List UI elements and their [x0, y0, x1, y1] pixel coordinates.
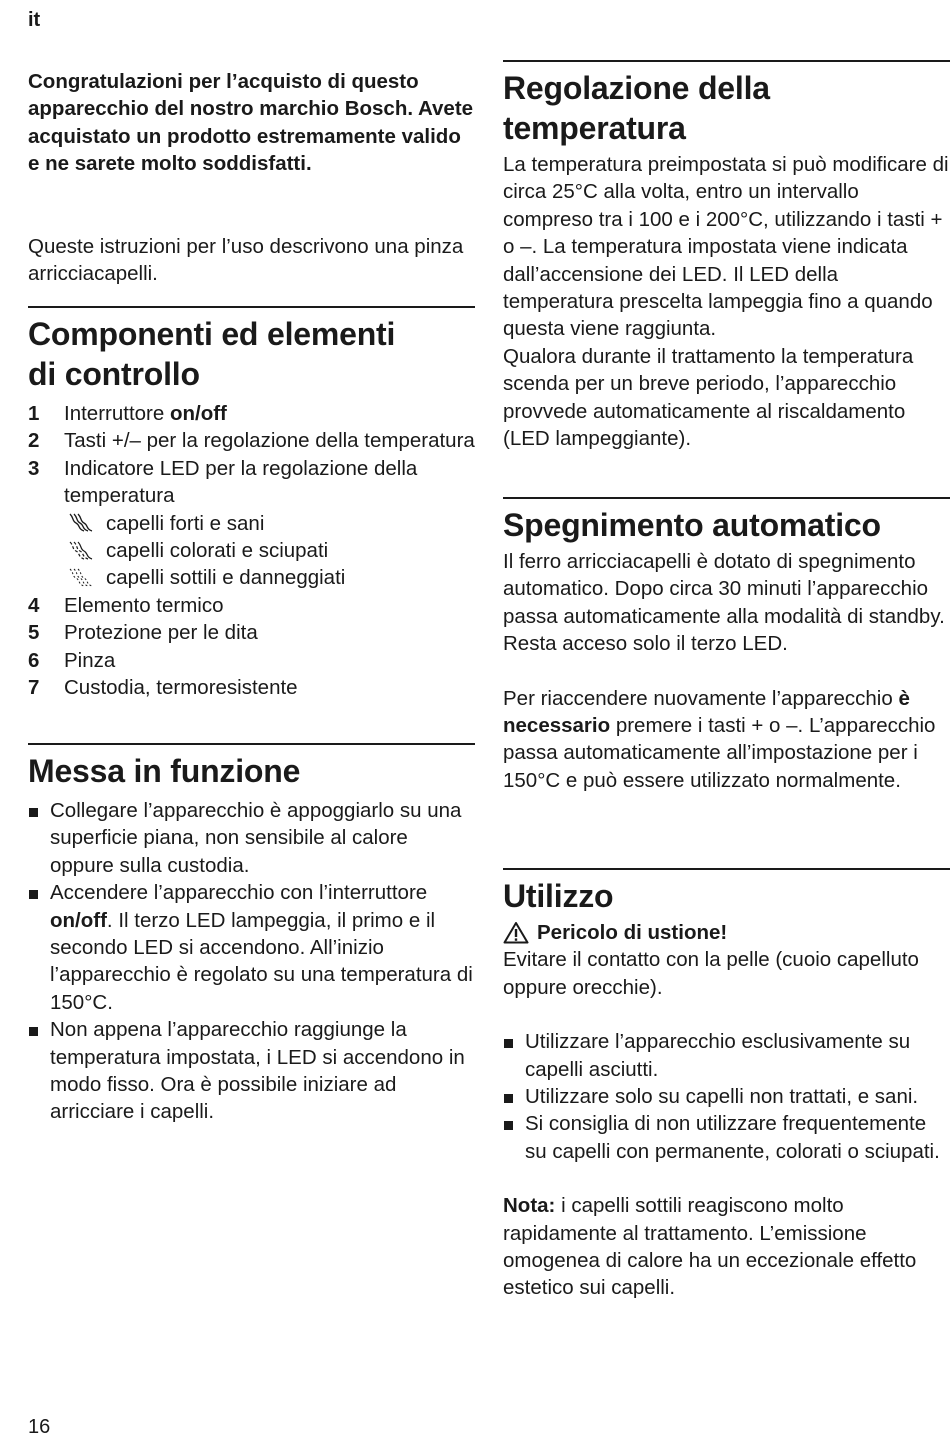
- components-section: [28, 306, 475, 701]
- temperature-title: Regolazione della temperatura: [503, 70, 770, 146]
- list-item: Non appena l’apparecchio raggiunge la temperatura impostata, i LED si accendono in modo fisso. Ora è possibile iniziare ad arricciare i capelli.: [28, 1016, 475, 1126]
- fine-hair-icon: [64, 568, 94, 588]
- list-item: 6 Pinza: [28, 648, 116, 672]
- section-divider: [28, 306, 475, 308]
- language-code: it: [28, 9, 41, 31]
- list-item: 7 Custodia, termoresistente: [28, 676, 298, 700]
- list-item: 5 Protezione per le dita: [28, 621, 258, 645]
- usage-title: Utilizzo: [503, 878, 614, 914]
- usage-section: [503, 868, 950, 1302]
- strong-hair-icon: [64, 513, 94, 533]
- components-list-2: [28, 592, 475, 702]
- section-divider: [503, 60, 950, 62]
- auto-off-text-2: Per riaccendere nuovamente l’apparecchio è necessario premere i tasti + o –. L’apparecchio passa automaticamente all’impostazione per i 150°C e può essere utilizzato normalmente.: [503, 686, 936, 792]
- intro-text: Queste istruzioni per l’uso descrivono una pinza arricciacapelli.: [28, 235, 464, 286]
- startup-title: Messa in funzione: [28, 753, 301, 789]
- auto-off-title: Spegnimento automatico: [503, 507, 881, 543]
- components-title: Componenti ed elementi di controllo: [28, 316, 396, 392]
- colored-hair-icon: [64, 541, 94, 561]
- section-divider: [503, 497, 950, 499]
- list-item: Utilizzare l’apparecchio esclusivamente su capelli asciutti.: [503, 1028, 950, 1083]
- list-item: 1 Interruttore on/off: [28, 402, 227, 425]
- temperature-text: La temperatura preimpostata si può modificare di circa 25°C alla volta, entro un intervallo compreso tra i 100 e i 200°C, utilizzando i tasti + o –. La temperatura impostata viene indicata dall’accensione dei LED. Il LED della temperatura prescelta lampeggia fino a quando questa viene raggiunta.: [503, 153, 949, 341]
- components-list: [28, 400, 475, 510]
- list-item: Si consiglia di non utilizzare frequentemente su capelli con permanente, colorati o sciupati.: [503, 1110, 950, 1165]
- temperature-section: [503, 60, 950, 452]
- list-item: Accendere l’apparecchio con l’interruttore on/off. Il terzo LED lampeggia, il primo e il secondo LED si accendono. All’inizio l’apparecchio è regolato su una temperatura di 150°C.: [28, 879, 475, 1016]
- list-item: Collegare l’apparecchio è appoggiarlo su una superficie piana, non sensibile al calore oppure sulla custodia.: [28, 797, 475, 879]
- intro-bold-text: Congratulazioni per l’acquisto di questo apparecchio del nostro marchio Bosch. Avete acquistato un prodotto estremamente valido e ne sarete molto soddisfatti.: [28, 70, 474, 176]
- warning-icon: [503, 921, 529, 944]
- temperature-text-2: Qualora durante il trattamento la temperatura scenda per un breve periodo, l’apparecchio provvede automaticamente al riscaldamento (LED lampeggiante).: [503, 344, 914, 451]
- led-item-strong: capelli forti e sani: [28, 510, 475, 537]
- auto-off-section: [503, 497, 950, 794]
- note-text: Nota: i capelli sottili reagiscono molto rapidamente al trattamento. L’emissione omogenea di calore ha un eccezionale effetto estetico sui capelli.: [503, 1194, 917, 1300]
- warning-text: Evitare il contatto con la pelle (cuoio capelluto oppure orecchie).: [503, 948, 919, 999]
- led-item-fine: capelli sottili e danneggiati: [28, 564, 475, 591]
- page-number: 16: [28, 1416, 51, 1438]
- auto-off-text: Il ferro arricciacapelli è dotato di spegnimento automatico. Dopo circa 30 minuti l’apparecchio passa automaticamente alla modalità di standby. Resta acceso solo il terzo LED.: [503, 550, 945, 656]
- section-divider: [28, 743, 475, 745]
- list-item: 4 Elemento termico: [28, 593, 224, 617]
- led-item-colored: capelli colorati e sciupati: [28, 537, 475, 564]
- startup-list: [28, 797, 475, 1126]
- list-item: 2 Tasti +/– per la regolazione della temperatura: [28, 429, 475, 453]
- section-divider: [503, 868, 950, 870]
- usage-list: [503, 1028, 950, 1165]
- startup-section: [28, 743, 475, 1126]
- list-item: 3 Indicatore LED per la regolazione della temperatura: [28, 456, 418, 508]
- list-item: Utilizzare solo su capelli non trattati, e sani.: [503, 1083, 950, 1110]
- warning-heading: Pericolo di ustione!: [503, 919, 950, 946]
